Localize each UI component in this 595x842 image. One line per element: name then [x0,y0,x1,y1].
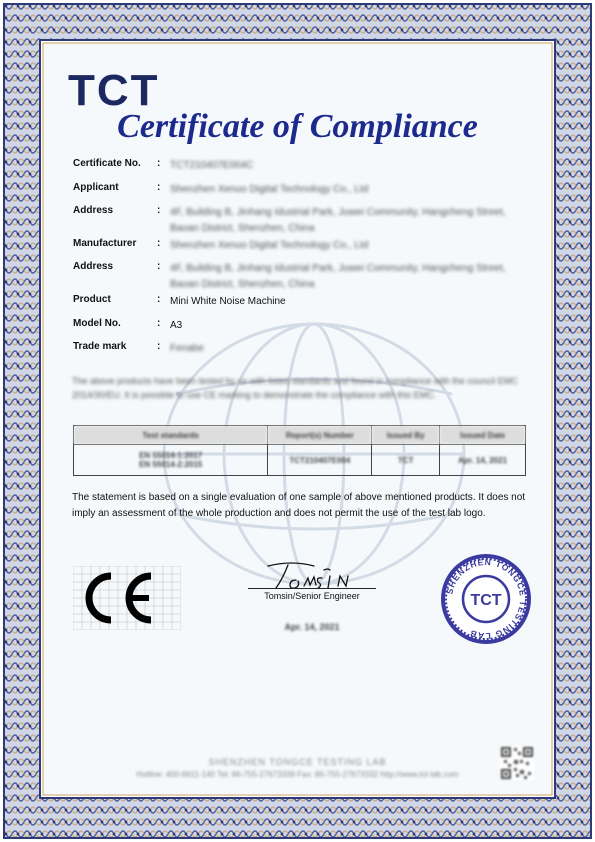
field-value: 4F, Building B, Jinhang Idustrial Park, Juwei Community, Hangcheng Street, Baoan District, Shenzhen, China [170,263,506,290]
engineer-name: Tomsin/Senior Engineer [264,591,360,601]
standard-item: EN 55014-1:2017 [139,451,203,460]
footer-contact: Hotline: 400-6611-140 Tel: 86-755-27673339 Fax: 86-755-27673332 http://www.tct-lab.com [136,770,459,779]
field-label: Certificate No. [73,158,141,169]
certificate-title: Certificate of Compliance [117,108,478,145]
standard-item: EN 55014-2:2015 [139,460,203,469]
report-number-cell: TCT210407E004 [268,445,372,476]
field-label: Trade mark [73,341,127,352]
field-value: Shenzhen Xenuo Digital Technology Co., Ltd [170,184,369,195]
field-value: Mini White Noise Machine [170,296,286,307]
field-value: Shenzhen Xenuo Digital Technology Co., Ltd [170,240,369,251]
seal-ring-text: SHENZHEN TONGCE TESTING LAB [444,556,529,642]
signature-line [248,588,376,589]
tct-seal-icon [440,553,532,645]
field-value: 4F, Building B, Jinhang Idustrial Park, Juwei Community, Hangcheng Street, Baoan District, Shenzhen, China [170,207,506,234]
certificate-page: TCT Certificate of Compliance Certificate No. : TCT210407E004C Applicant : Shenzhen Xenuo Digital Technology Co., Ltd Address : 4F, Building B, Jinhang Idustrial Park, Juwei Community, Hangcheng Street, Baoan District, Shenzhen, China Manufacturer : Shenzhen Xenuo Digital Technology Co., Ltd Address : 4F, Building B, Jinhang Idustrial Park, Juwei Community, Hangcheng Street, Baoan District, Shenzhen, China Product : Mini White Noise Machine Model No. : A3 Trade mark : Fenabe The above products have been tested by us with listed standards and found in compliance with the council EMC 2014/30/EU. It is possible to use CE marking to demonstrate the compliance with this EMC. Test standards Report(s) Number Issued By Issued Date EN 55014-1:2017 EN 55014-2:2015 TCT210407E004 TCT Apr. 14, 2021 The statement is based on a single evaluation of one sample of above mentioned products. It does not imply an assessment of the whole production and does not permit the use of the test lab logo. Tomsin/Senior Engineer Apr. 14, 2021 SHENZHEN TONGCE TESTING LAB TCT SHENZHEN TONGCE TESTING LAB Hotline: 400-6611-140 Tel: 86-755-27673339 Fax: 86-755-27673332 http://www.tct-lab.com [0,0,595,842]
table-row [74,445,526,476]
signature-date: Apr. 14, 2021 [284,622,340,632]
tct-logo: TCT [68,66,160,115]
field-label: Address [73,205,114,216]
issued-date-cell: Apr. 14, 2021 [440,445,526,476]
field-label: Applicant [73,182,119,193]
signature-icon [252,556,376,596]
certificate-body [44,44,551,794]
issued-by-cell: TCT [372,445,440,476]
field-value: Fenabe [170,343,204,354]
standards-table [73,425,526,476]
table-header: Test standards [74,426,268,445]
field-label: Product [73,294,111,305]
field-label: Model No. [73,318,121,329]
field-label: Manufacturer [73,238,137,249]
field-value: TCT210407E004C [170,160,254,171]
standards-cell [74,445,268,476]
footer-lab-name: SHENZHEN TONGCE TESTING LAB [208,757,387,767]
table-header: Issued Date [440,426,526,445]
field-value: A3 [170,320,183,331]
table-header: Issued By [372,426,440,445]
table-header: Report(s) Number [268,426,372,445]
field-label: Address [73,261,114,272]
qr-code-icon [500,746,534,780]
compliance-text: The above products have been tested by us with listed standards and found in compliance with the council EMC 2014/30/EU. It is possible to use CE marking to demonstrate the compliance with this EMC. [72,376,518,400]
statement-text: The statement is based on a single evaluation of one sample of above mentioned products. It does not imply an assessment of the whole production and does not permit the use of the test lab logo. [72,492,526,519]
table-header-row [74,426,526,445]
seal-center-text: TCT [470,592,502,609]
ce-mark-icon [73,566,181,630]
